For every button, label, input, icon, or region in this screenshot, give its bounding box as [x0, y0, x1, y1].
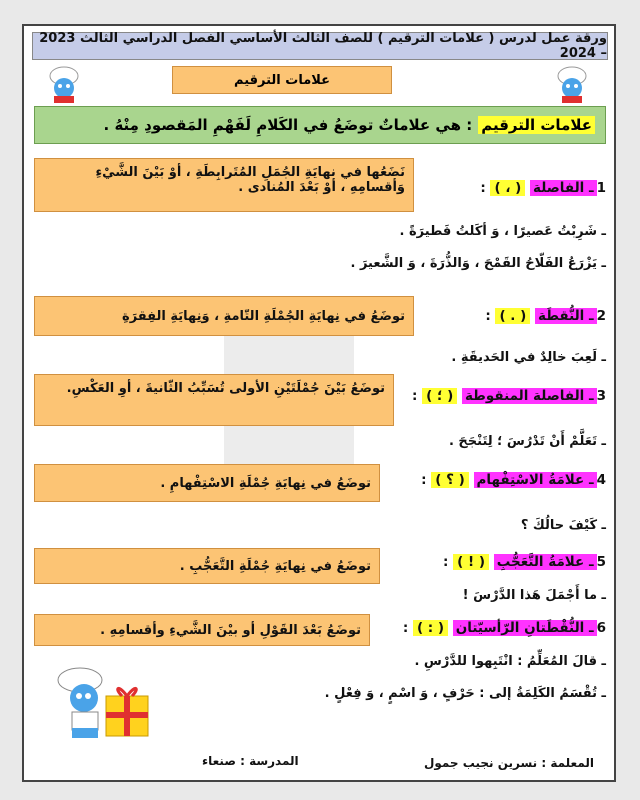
item-5-name: ـ علامَةُ التَّعَجُّبِ — [494, 554, 597, 570]
smurf-left-icon — [44, 64, 84, 104]
item-6-label: 6ـ النُّقْطَتانِ الرّأسيّتان ( : ) : — [402, 620, 606, 636]
item-6-desc-text: توضَعُ بَعْدَ القَوْلِ أو بيْنَ الشَّيءِ وأقسامِهِ . — [100, 622, 361, 638]
item-6-name: ـ النُّقْطَتانِ الرّأسيّتان — [453, 620, 597, 636]
school-name: المدرسة : صنعاء — [202, 754, 299, 768]
item-2-mark: ( . ) — [495, 308, 530, 324]
item-3-mark: ( ؛ ) — [422, 388, 457, 404]
lesson-title-text: علامات الترقيم — [234, 72, 331, 88]
item-2-label: 2ـ النُّقطَة ( . ) : — [485, 308, 606, 324]
item-1-description — [34, 158, 414, 212]
item-1-example-2: ـ يَزْرَعُ الفَلّاحُ القَمْحَ ، وَالذُّرَةَ ، وَ الشَّعيرَ . — [350, 256, 606, 271]
item-3-example-1: ـ تَعَلَّمْ أَنْ تَدْرُسَ ؛ لِتَنْجَحَ . — [448, 434, 606, 449]
item-3-label: 3ـ الفاصلة المنقوطة ( ؛ ) : — [412, 388, 606, 404]
item-2-example-1: ـ لَعِبَ خالِدٌ في الحَديقَةِ . — [451, 350, 606, 365]
worksheet-header — [32, 32, 608, 60]
item-4-name: ـ علامَةُ الاسْتِفْهام — [474, 472, 597, 488]
item-3-desc-text: توضَعُ بَيْنَ جُمْلَتَيْنِ الأولى تُسَبِّبُ الثّانيةَ ، أوِ العَكْسِ. — [66, 381, 385, 396]
item-5-label: 5ـ علامَةُ التَّعَجُّبِ ( ! ) : — [442, 554, 606, 570]
lesson-title — [172, 66, 392, 94]
item-1-name: ـ الفاصلة — [530, 180, 597, 196]
definition-box — [34, 106, 606, 144]
smurf-gift-icon — [48, 666, 158, 752]
teacher-name: المعلمة : نسرين نجيب جمول — [423, 756, 594, 770]
item-2-name: ـ النُّقطَة — [535, 308, 597, 324]
definition-text: : هي علاماتٌ توضَعُ في الكَلامِ لَفَهْمِ المَقصودِ مِنْهُ . — [103, 116, 473, 134]
item-4-number: 4 — [596, 472, 606, 488]
item-4-mark: ( ؟ ) — [431, 472, 469, 488]
definition-term: علامات الترقيم — [478, 116, 595, 134]
item-4-label: 4ـ علامَةُ الاسْتِفْهام ( ؟ ) : — [421, 472, 606, 488]
item-2-number: 2 — [596, 308, 606, 324]
item-3-description — [34, 374, 394, 426]
item-5-number: 5 — [596, 554, 606, 570]
item-2-desc-text: توضَعُ في نِهايَةِ الجُمْلَةِ التّامةِ ، وَنِهايَةِ الفِقرَةِ — [122, 308, 405, 324]
item-1-mark: ( ، ) — [490, 180, 525, 196]
item-5-description — [34, 548, 380, 584]
item-6-mark: ( : ) — [413, 620, 448, 636]
item-5-desc-text: توضَعُ في نِهايَةِ جُمْلَةِ التَّعَجُّبِ . — [179, 558, 371, 574]
item-6-number: 6 — [596, 620, 606, 636]
item-1-label: 1ـ الفاصلة ( ، ) : — [480, 180, 606, 196]
smurf-right-icon — [552, 64, 592, 104]
item-1-example-1: ـ شَرِبْتُ عَصيرًا ، وَ أكَلتُ فَطيرَةً . — [399, 224, 606, 239]
item-6-example-2: ـ تُقْسَمُ الكَلِمَةُ إلى : حَرْفٍ ، وَ اسْمٍ ، وَ فِعْلٍ . — [324, 686, 606, 701]
item-6-description — [34, 614, 370, 646]
item-5-example-1: ـ ما أَجْمَلَ هَذا الدَّرْسَ ! — [462, 588, 606, 603]
item-2-description — [34, 296, 414, 336]
item-5-mark: ( ! ) — [453, 554, 489, 570]
item-3-number: 3 — [596, 388, 606, 404]
item-3-name: ـ الفاصلة المنقوطة — [462, 388, 597, 404]
item-1-desc-text: نَضَعُها في نهايَةِ الجُمَلِ المُتَرابِطَةِ ، أوْ بَيْنَ الشَّيْءِ وَأقسامِهِ ، أوْ بَعْدَ المُنادى . — [95, 165, 405, 195]
item-4-desc-text: توضَعُ في نِهايَةِ جُمْلَةِ الاسْتِفْهامِ . — [160, 475, 371, 491]
item-6-example-1: ـ قالَ المُعَلِّمُ : انْتَبِهوا للدَّرْسِ . — [414, 654, 606, 669]
item-1-number: 1 — [596, 180, 606, 196]
item-4-description — [34, 464, 380, 502]
item-4-example-1: ـ كَيْفَ حالُكَ ؟ — [520, 518, 606, 533]
header-text: ورقة عمل لدرس ( علامات الترقيم ) للصف الثالث الأساسي الفصل الدراسي الثالث 2023 – 2024 — [39, 31, 607, 61]
worksheet-page — [22, 24, 616, 782]
